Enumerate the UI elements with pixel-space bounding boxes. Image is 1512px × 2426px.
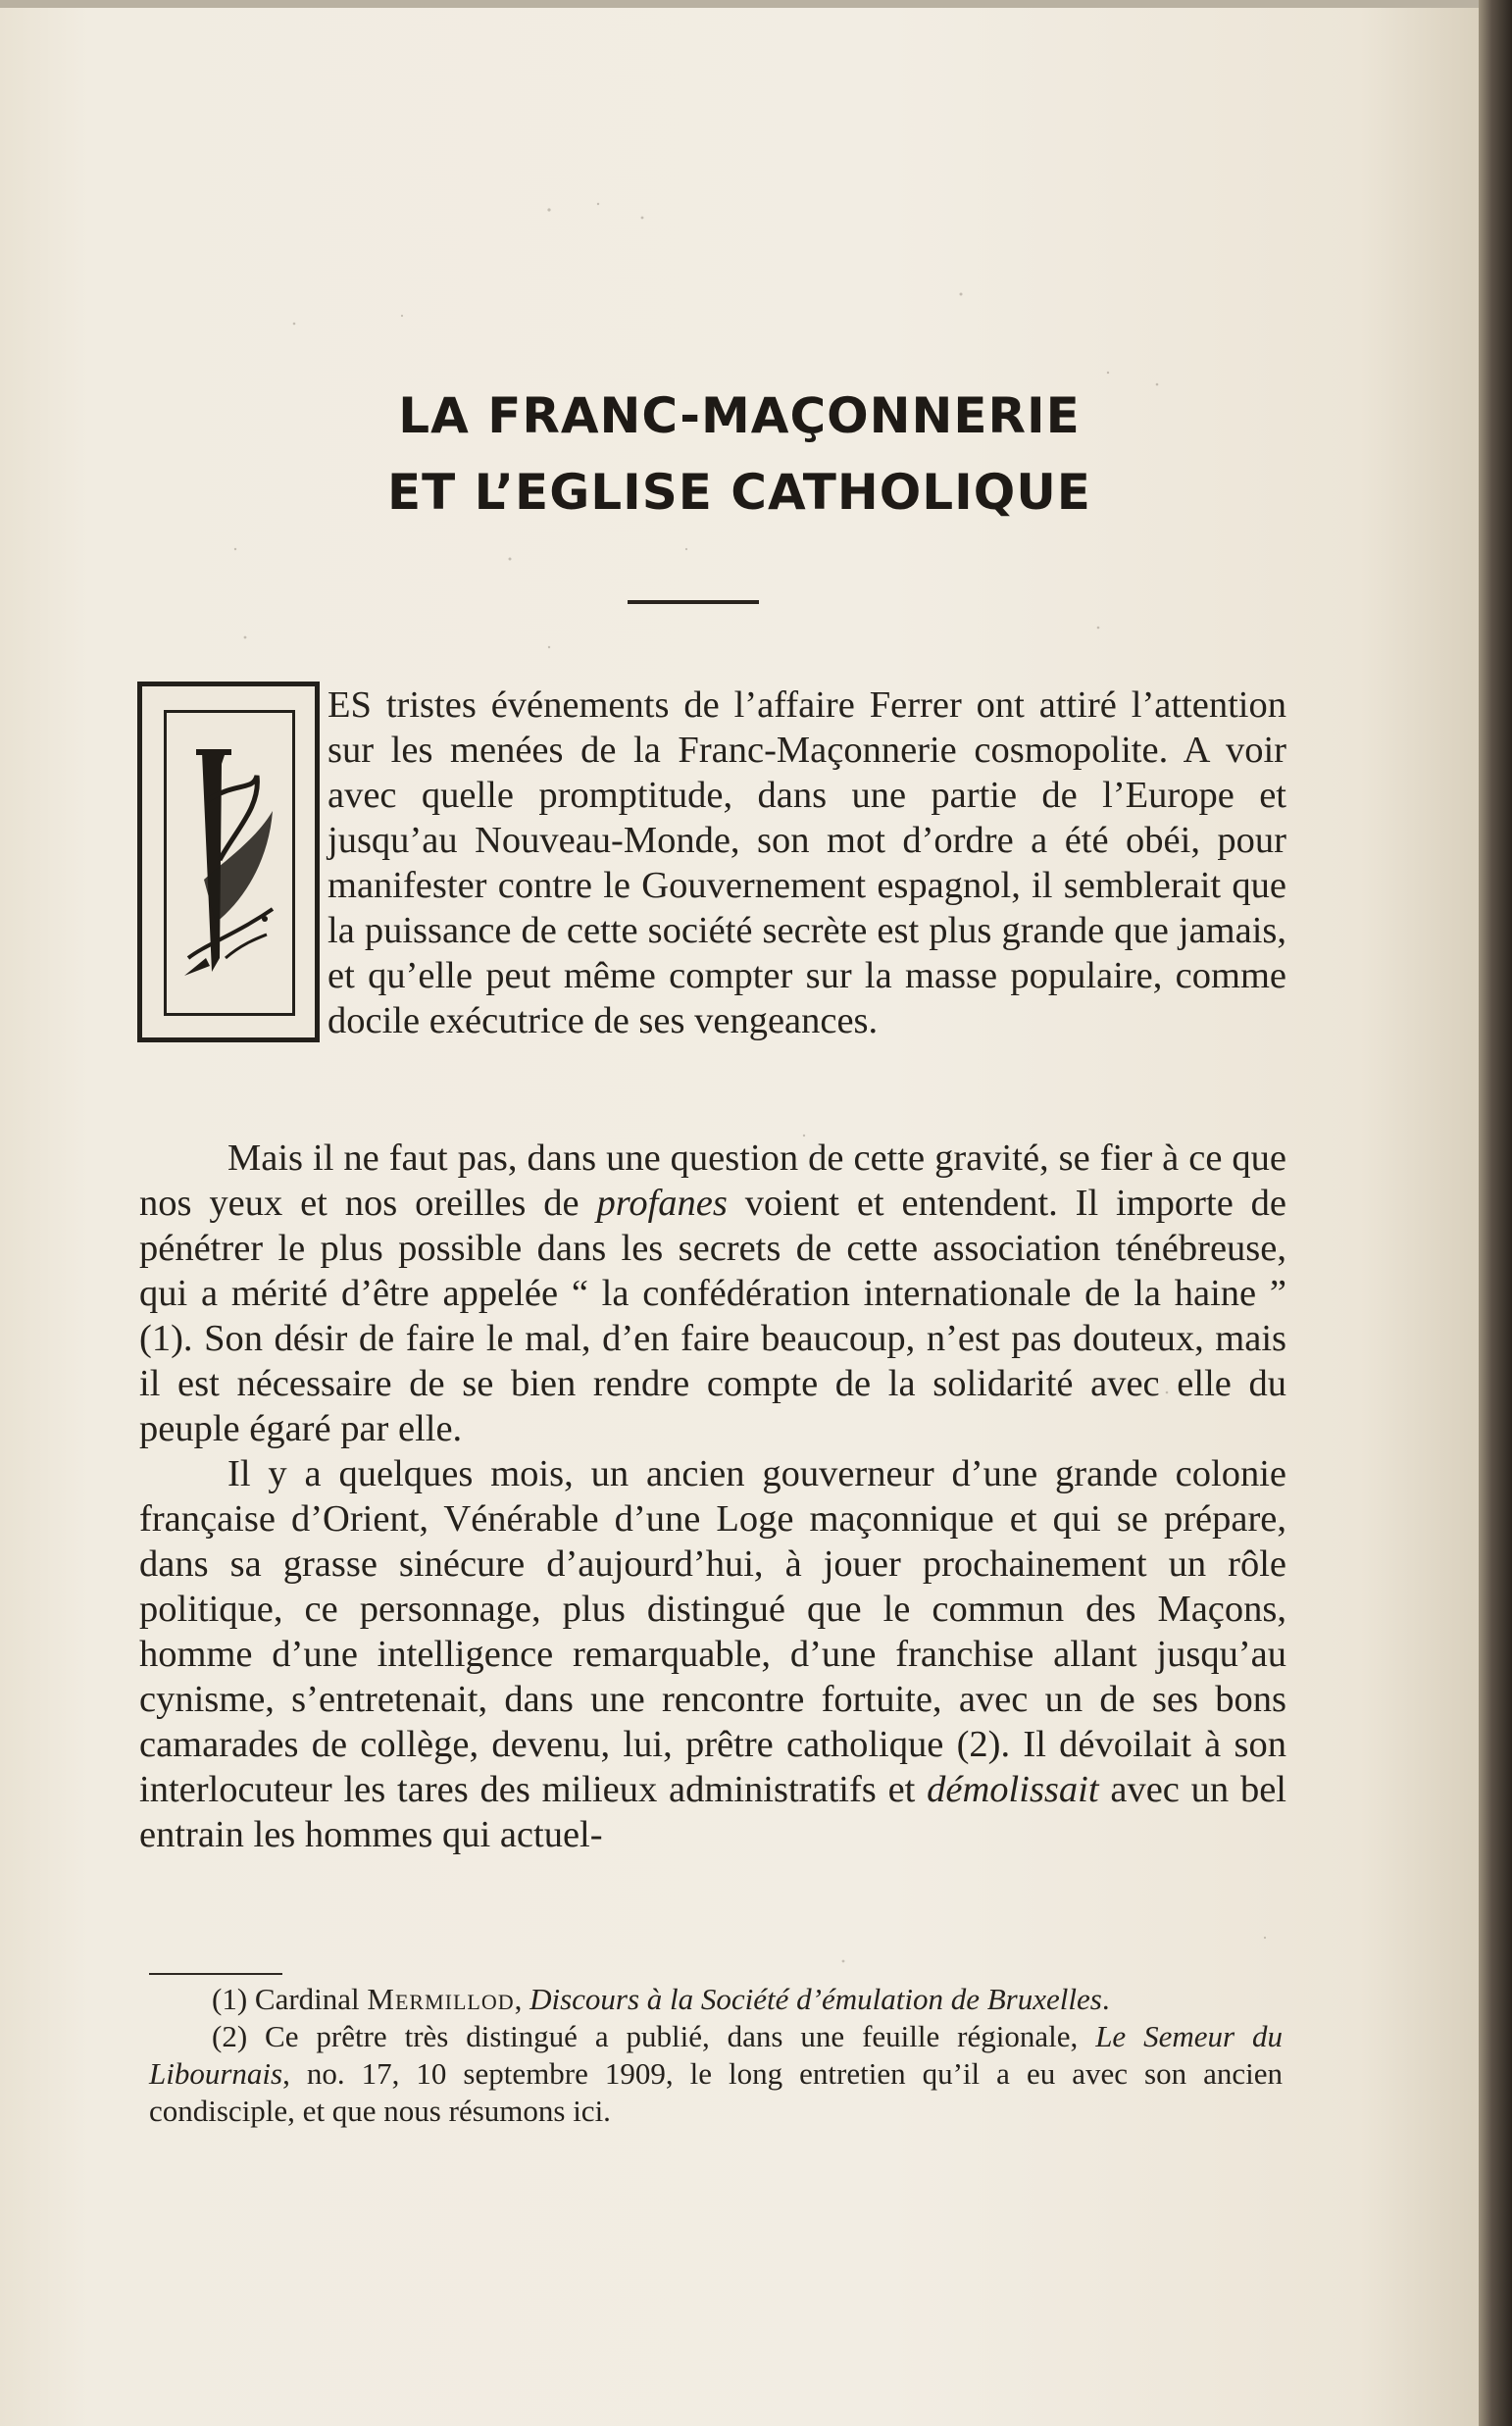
paragraph-2-italic: profanes <box>596 1183 728 1224</box>
paragraph-1-text: ES tristes événements de l’affaire Ferrer ont attiré l’attention sur les menées de la Franc-Maçonnerie cosmopolite. A voir avec quelle promptitude, dans une partie de l’Europe et jusqu’au Nouveau-Monde, son mot d’ordre a été obéi, pour manifester contre le Gouvernement espagnol, il semblerait que la puissance de cette société secrète est plus grande que jamais, et qu’elle peut même compter sur la masse populaire, comme docile exécutrice de ses vengeances. <box>328 684 1286 1041</box>
page-top-border <box>0 0 1479 8</box>
title-line-2: ET L’EGLISE CATHOLIQUE <box>387 464 1091 521</box>
footnote-1-prefix: (1) Cardinal <box>212 1982 368 2016</box>
paragraph-1 <box>139 682 1286 1043</box>
paragraph-2-text-a: Mais il ne faut pas, dans une question de cette gravité, se fier à ce que nos yeux et nos oreilles de <box>139 1137 1286 1224</box>
footnote-2-title: Le Semeur du Libournais <box>149 2019 1283 2091</box>
paragraph-2 <box>139 1136 1286 1451</box>
title-divider <box>628 600 759 604</box>
dropcap-space <box>139 682 328 1043</box>
body-flow <box>139 1136 1286 1857</box>
paragraph-3-italic: démolissait <box>927 1769 1099 1810</box>
title-line-1: LA FRANC-MAÇONNERIE <box>398 387 1081 444</box>
footnote-2-text: , no. 17, 10 septembre 1909, le long entretien qu’il a eu avec son ancien condisciple, et que nous résumons ici. <box>149 2056 1283 2128</box>
paragraph-3-text-b: avec un bel entrain les hommes qui actuel- <box>139 1769 1286 1855</box>
footnote-1-separator: , <box>514 1982 530 2016</box>
paragraph-3 <box>139 1451 1286 1857</box>
footnote-1 <box>149 1981 1283 2018</box>
footnote-2-prefix: (2) Ce prêtre très distingué a publié, dans une feuille régionale, <box>212 2019 1096 2053</box>
footnote-divider <box>149 1973 282 1975</box>
footnote-1-end: . <box>1101 1982 1110 2016</box>
page-edge-shadow <box>1479 0 1512 2426</box>
footnote-2 <box>149 2018 1283 2130</box>
paragraph-3-text-a: Il y a quelques mois, un ancien gouverneur d’une grande colonie française d’Orient, Vénérable d’une Loge maçonnique et qui se prépare, dans sa grasse sinécure d’aujourd’hui, à jouer prochainement un rôle politique, ce personnage, plus distingué que le commun des Maçons, homme d’une intelligence remarquable, d’une franchise allant jusqu’au cynisme, s’entretenait, dans une rencontre fortuite, avec un de ses bons camarades de collège, devenu, lui, prêtre catholique (2). Il dévoilait à son interlocuteur les tares des milieux administratifs et <box>139 1453 1286 1810</box>
paragraph-2-text-b: voient et entendent. Il importe de pénétrer le plus possible dans les secrets de cette association ténébreuse, qui a mérité d’être appelée “ la confédération internationale de la haine ” (1). Son désir de faire le mal, d’en faire beaucoup, n’est pas douteux, mais il est nécessaire de se bien rendre compte de la solidarité avec elle du peuple égaré par elle. <box>139 1183 1287 1449</box>
footnotes <box>149 1981 1283 2130</box>
footnote-1-author: Mermillod <box>367 1982 515 2016</box>
footnote-1-title: Discours à la Société d’émulation de Bruxelles <box>529 1982 1102 2016</box>
